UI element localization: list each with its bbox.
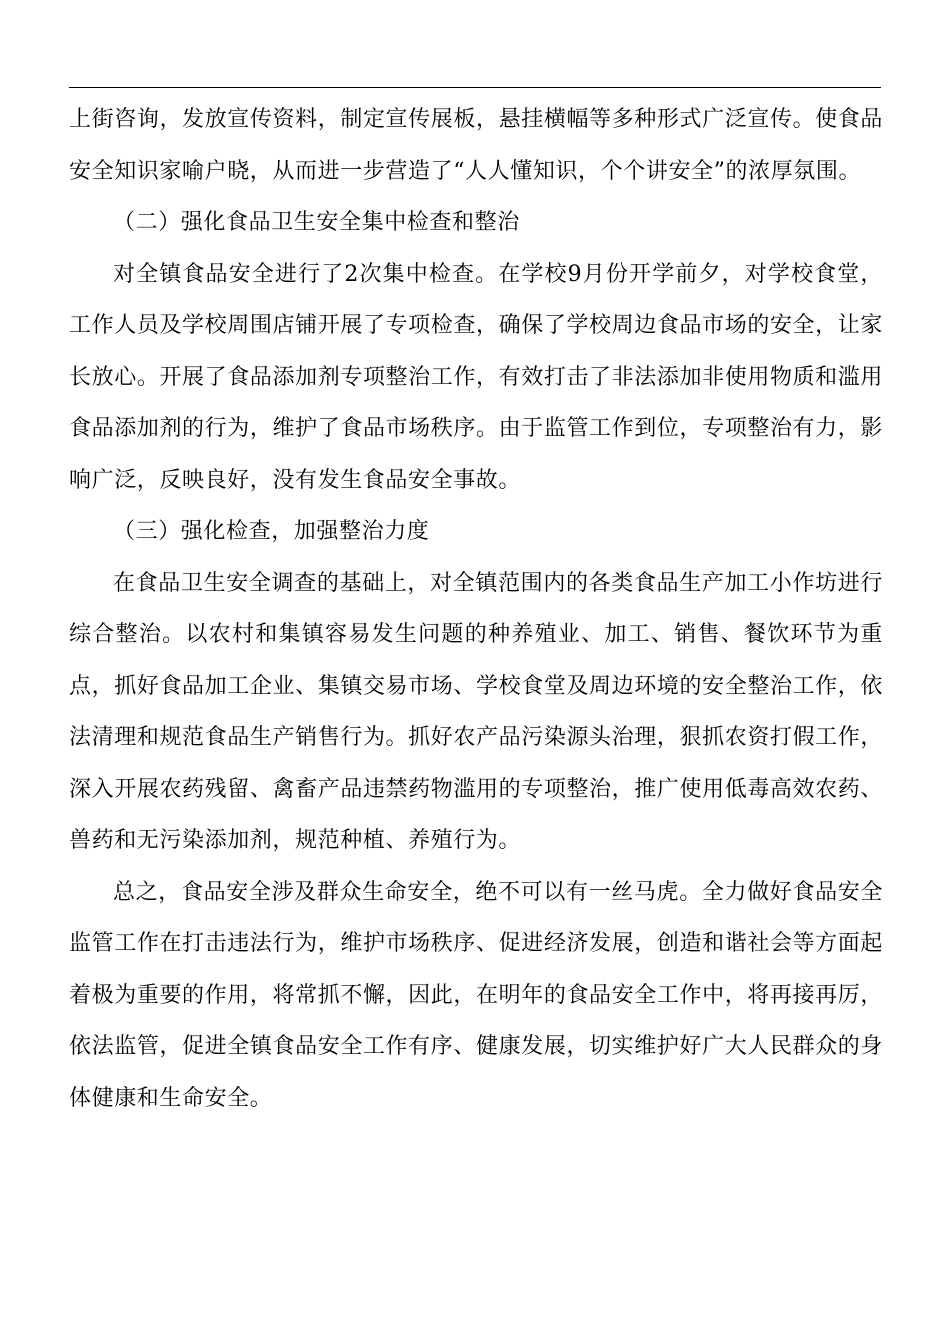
paragraph-rectification: 在食品卫生安全调查的基础上，对全镇范围内的各类食品生产加工小作坊进行综合整治。以农村和集镇容易发生问题的种养殖业、加工、销售、餐饮环节为重点，抓好食品加工企业、集镇交易市场、学校食堂及周边环境的安全整治工作，依法清理和规范食品生产销售行为。抓好农产品污染源头治理，狠抓农资打假工作，深入开展农药残留、禽畜产品违禁药物滥用的专项整治，推广使用低毒高效农药、兽药和无污染添加剂，规范种植、养殖行为。 [69,570,883,853]
paragraph-inspection: 对全镇食品安全进行了2次集中检查。在学校9月份开学前夕，对学校食堂，工作人员及学校周围店铺开展了专项检查，确保了学校周边食品市场的安全，让家长放心。开展了食品添加剂专项整治工作，有效打击了非法添加非使用物质和滥用食品添加剂的行为，维护了食品市场秩序。由于监管工作到位，专项整治有力，影响广泛，反映良好，没有发生食品安全事故。 [69,261,883,493]
section-heading-2: （二）强化食品卫生安全集中检查和整治 [113,210,520,235]
section-heading-3: （三）强化检查，加强整治力度 [113,519,430,544]
header-rule [69,87,881,88]
paragraph-continuation: 上街咨询，发放宣传资料，制定宣传展板，悬挂横幅等多种形式广泛宣传。使食品安全知识家喻户晓，从而进一步营造了“人人懂知识，个个讲安全”的浓厚氛围。 [69,107,883,184]
document-body [69,94,883,1124]
paragraph-conclusion: 总之，食品安全涉及群众生命安全，绝不可以有一丝马虎。全力做好食品安全监管工作在打击违法行为，维护市场秩序、促进经济发展，创造和谐社会等方面起着极为重要的作用，将常抓不懈，因此，在明年的食品安全工作中，将再接再厉，依法监管，促进全镇食品安全工作有序、健康发展，切实维护好广大人民群众的身体健康和生命安全。 [69,879,883,1111]
